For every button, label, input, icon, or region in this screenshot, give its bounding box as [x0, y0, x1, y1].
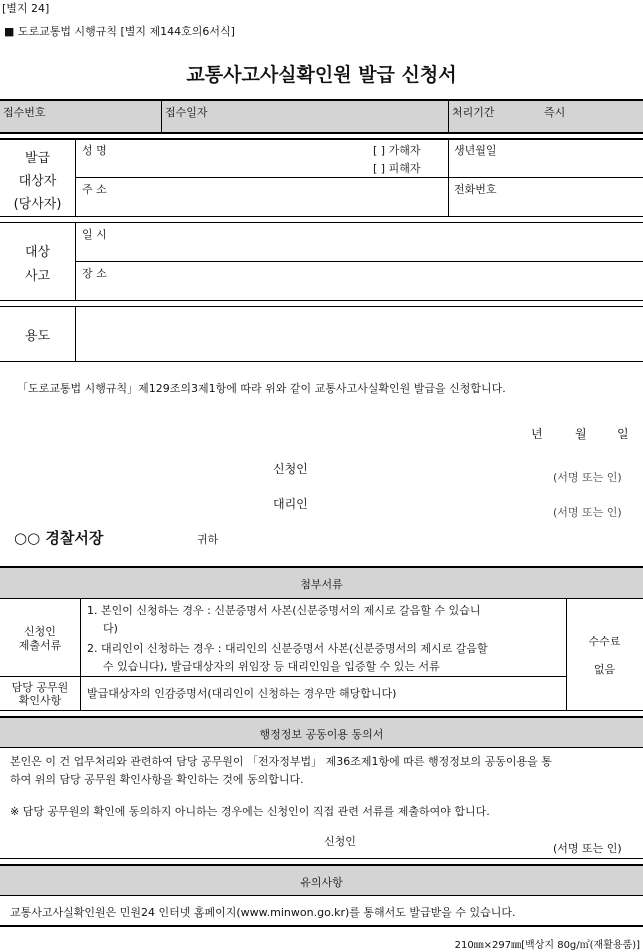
- paper-spec: 210㎜×297㎜[백상지 80g/㎡(재활용품)]: [454, 940, 640, 951]
- victim-checkbox[interactable]: [ ] 피해자: [373, 162, 421, 175]
- date-month-label: 월: [575, 427, 587, 441]
- honorific: 귀하: [197, 533, 219, 546]
- accident-date-label: 일 시: [82, 228, 107, 241]
- processing-period-value: 즉시: [544, 106, 566, 119]
- subject-label-line2: 대상자: [18, 174, 57, 189]
- applicant-signature[interactable]: (서명 또는 인): [553, 471, 622, 484]
- official-label-line2: 확인사항: [18, 694, 62, 707]
- page-title: 교통사고사실확인원 발급 신청서: [186, 64, 457, 86]
- date-day-label: 일: [617, 427, 629, 441]
- consent-header: 행정정보 공동이용 동의서: [259, 728, 384, 741]
- consent-text-line1: 본인은 이 건 업무처리와 관련하여 담당 공무원이 「전자정부법」 제36조제1항에 따른 행정정보의 공동이용을 통: [10, 755, 552, 768]
- attachment-item2-line2: 수 있습니다), 발급대상자의 위임장 등 대리인임을 입증할 수 있는 서류: [103, 660, 440, 673]
- subject-label-line1: 발급: [24, 151, 51, 166]
- fee-value: 없음: [593, 663, 616, 676]
- form-number: [별지 24]: [2, 2, 50, 15]
- notice-header: 유의사항: [300, 876, 343, 889]
- agent-signature[interactable]: (서명 또는 인): [553, 506, 622, 519]
- fee-label: 수수료: [588, 635, 621, 648]
- regulation-reference: ■ 도로교통법 시행규칙 [별지 제144호의6서식]: [4, 25, 235, 38]
- receipt-date-label: 접수일자: [165, 106, 208, 119]
- processing-period-label: 처리기간: [452, 106, 495, 119]
- attachments-header: 첨부서류: [300, 578, 343, 591]
- submit-label-line1: 신청인: [24, 625, 56, 638]
- official-label-line1: 담당 공무원: [11, 681, 69, 694]
- official-check-text: 발급대상자의 인감증명서(대리인이 신청하는 경우만 해당합니다): [87, 687, 397, 700]
- consent-text-line2: 하여 위의 담당 공무원 확인사항을 확인하는 것에 동의합니다.: [10, 773, 304, 786]
- phone-label: 전화번호: [454, 183, 497, 196]
- address-label: 주 소: [82, 183, 107, 196]
- declaration-text: 「도로교통법 시행규칙」제129조의3제1항에 따라 위와 같이 교통사고사실확인원 발급을 신청합니다.: [17, 382, 506, 395]
- receipt-number-label: 접수번호: [3, 106, 46, 119]
- consent-note: ※ 담당 공무원의 확인에 동의하지 아니하는 경우에는 신청인이 직접 관련 서류를 제출하여야 합니다.: [10, 805, 490, 818]
- applicant-label: 신청인: [273, 462, 308, 476]
- agent-label: 대리인: [273, 497, 308, 511]
- consent-applicant-signature[interactable]: (서명 또는 인): [553, 842, 622, 855]
- accident-label-line2: 사고: [24, 269, 51, 284]
- notice-text: 교통사고사실확인원은 민원24 인터넷 홈페이지(www.minwon.go.kr)를 통해서도 발급받을 수 있습니다.: [10, 906, 516, 919]
- attachment-item1-line2: 다): [103, 622, 118, 635]
- submit-label-line2: 제출서류: [18, 639, 62, 652]
- perpetrator-checkbox[interactable]: [ ] 가해자: [373, 144, 421, 157]
- attachment-item2-line1: 2. 대리인이 신청하는 경우 : 대리인의 신분증명서 사본(신분증명서의 제시로 갈음할: [87, 642, 488, 655]
- name-label: 성 명: [82, 144, 107, 157]
- addressee: ○○ 경찰서장: [14, 529, 104, 547]
- subject-label-line3: (당사자): [13, 197, 62, 212]
- accident-label-line1: 대상: [24, 245, 51, 260]
- birth-date-label: 생년월일: [454, 144, 497, 157]
- attachment-item1-line1: 1. 본인이 신청하는 경우 : 신분증명서 사본(신분증명서의 제시로 갈음할 수 있습니: [87, 604, 481, 617]
- consent-applicant-label: 신청인: [324, 835, 356, 848]
- accident-place-label: 장 소: [82, 267, 107, 280]
- date-year-label: 년: [531, 427, 543, 441]
- purpose-label: 용도: [24, 329, 51, 344]
